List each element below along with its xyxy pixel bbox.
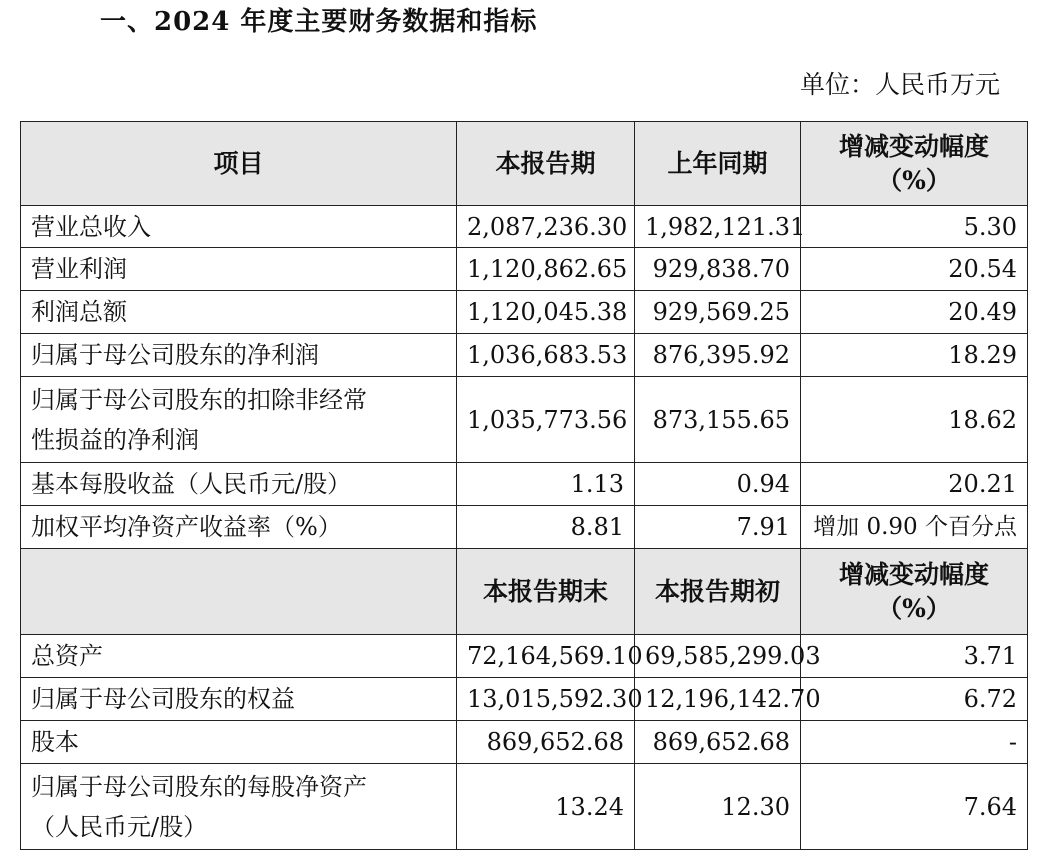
header-item-blank [21,549,457,635]
row-label: 基本每股收益（人民币元/股） [21,463,457,506]
header-item: 项目 [21,122,457,206]
row-label [21,764,457,850]
header-period-end: 本报告期末 [457,549,635,635]
table-row [21,721,1028,764]
end-value: 13,015,592.30 [457,678,635,721]
row-label: 股本 [21,721,457,764]
change-value: 6.72 [801,678,1028,721]
prior-value: 876,395.92 [635,334,801,377]
table-row [21,206,1028,248]
header-change-line2: （%） [877,593,951,623]
header-change-line1: 增减变动幅度 [838,131,989,161]
header-current-period: 本报告期 [457,122,635,206]
begin-value: 869,652.68 [635,721,801,764]
financial-data-table [20,121,1028,850]
end-value: 869,652.68 [457,721,635,764]
change-value: 7.64 [801,764,1028,850]
header-prior-period: 上年同期 [635,122,801,206]
current-value: 1.13 [457,463,635,506]
change-value: - [801,721,1028,764]
row-label: 总资产 [21,635,457,678]
prior-value: 929,838.70 [635,248,801,291]
end-value: 13.24 [457,764,635,850]
end-value: 72,164,569.10 [457,635,635,678]
table-row [21,291,1028,334]
row-label: 归属于母公司股东的净利润 [21,334,457,377]
row-label: 营业总收入 [21,206,457,248]
prior-value: 7.91 [635,506,801,549]
change-value: 5.30 [801,206,1028,248]
change-value: 20.21 [801,463,1028,506]
row-label-line1: 归属于母公司股东的扣除非经常 [31,385,367,414]
row-label: 营业利润 [21,248,457,291]
begin-value: 12.30 [635,764,801,850]
change-value: 增加 0.90 个百分点 [801,506,1028,549]
current-value: 8.81 [457,506,635,549]
change-value: 20.54 [801,248,1028,291]
begin-value: 69,585,299.03 [635,635,801,678]
table-row [21,764,1028,850]
change-value: 18.29 [801,334,1028,377]
header-change [801,122,1028,206]
prior-value: 929,569.25 [635,291,801,334]
table-header-income [21,122,1028,206]
header-change-line2: （%） [877,165,951,195]
current-value: 2,087,236.30 [457,206,635,248]
header-change-line1: 增减变动幅度 [838,559,989,589]
begin-value: 12,196,142.70 [635,678,801,721]
table-row [21,377,1028,463]
row-label [21,377,457,463]
row-label: 利润总额 [21,291,457,334]
table-row [21,248,1028,291]
table-row [21,463,1028,506]
row-label-line2: （人民币元/股） [31,812,208,841]
row-label-line1: 归属于母公司股东的每股净资产 [31,772,367,801]
unit-label: 单位：人民币万元 [799,70,1000,99]
row-label: 加权平均净资产收益率（%） [21,506,457,549]
change-value: 18.62 [801,377,1028,463]
change-value: 3.71 [801,635,1028,678]
row-label-line2: 性损益的净利润 [31,425,199,454]
table-row [21,334,1028,377]
table-row [21,506,1028,549]
prior-value: 1,982,121.31 [635,206,801,248]
table-header-balance [21,549,1028,635]
prior-value: 0.94 [635,463,801,506]
header-period-begin: 本报告期初 [635,549,801,635]
table-row [21,635,1028,678]
prior-value: 873,155.65 [635,377,801,463]
current-value: 1,036,683.53 [457,334,635,377]
current-value: 1,120,045.38 [457,291,635,334]
table-row [21,678,1028,721]
header-change [801,549,1028,635]
row-label: 归属于母公司股东的权益 [21,678,457,721]
current-value: 1,035,773.56 [457,377,635,463]
current-value: 1,120,862.65 [457,248,635,291]
section-heading: 一、2024 年度主要财务数据和指标 [100,7,538,37]
change-value: 20.49 [801,291,1028,334]
